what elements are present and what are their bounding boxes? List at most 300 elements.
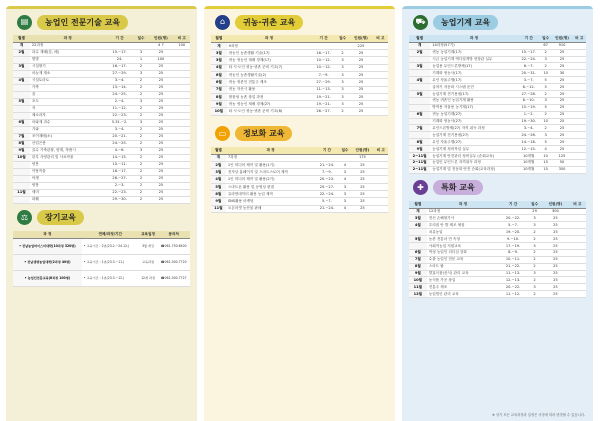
table-cell	[373, 205, 388, 212]
table-cell: 산업곤충	[30, 140, 106, 147]
table-cell: 14.~15.	[105, 154, 133, 161]
table-cell: 22.~24.	[518, 56, 540, 63]
column-header: 비 고	[572, 35, 586, 42]
column-header: 인원(명)	[542, 201, 569, 208]
table-cell: 25	[351, 205, 373, 212]
table-cell: 귀농 농업기계(27)	[430, 111, 518, 118]
table-cell	[572, 56, 586, 63]
table-cell: 16.~17.	[311, 50, 336, 57]
table-cell: 4.~6.	[105, 147, 133, 154]
table-cell	[174, 168, 190, 175]
table-cell: 12과정	[427, 208, 499, 215]
table-cell: 25	[542, 270, 569, 277]
table-cell: 20.~31.	[518, 70, 540, 77]
table-cell: 25	[148, 77, 173, 84]
column-header: 기 간	[315, 147, 338, 154]
table-cell: 3월	[211, 50, 227, 57]
table-cell: 5	[540, 77, 552, 84]
table-cell: 8월	[13, 140, 30, 147]
table-cell: 25	[542, 249, 569, 256]
table-cell: 25	[148, 182, 173, 189]
table-row	[211, 176, 388, 183]
table-cell: 7과정	[226, 154, 315, 161]
table-cell	[174, 56, 190, 63]
table-cell	[572, 49, 586, 56]
table-cell: 25.~27.	[315, 183, 338, 190]
table-cell	[569, 229, 586, 236]
table-cell: 25	[552, 77, 573, 84]
table-row	[409, 132, 586, 139]
column-header: 인원(명)	[148, 35, 173, 42]
table-row	[13, 154, 190, 161]
table-cell	[409, 132, 430, 139]
table-cell: 2	[134, 161, 148, 168]
table-cell: 22.~23.	[105, 112, 133, 119]
table-cell: 27.~29.	[105, 70, 133, 77]
table-row	[409, 166, 586, 173]
table-cell: 마늘재 재소	[30, 70, 106, 77]
table-cell: 21.~24.	[315, 205, 338, 212]
table-cell: 25	[552, 118, 573, 125]
table-cell: 15	[540, 159, 552, 166]
table-cell: 11.~12.	[105, 105, 133, 112]
table-cell: 2~11월	[409, 159, 430, 166]
table-row	[211, 57, 388, 64]
table-cell: 25	[552, 97, 573, 104]
laptop-icon: ▭	[215, 126, 230, 141]
table-cell: 계	[211, 42, 227, 49]
table-cell: 10월	[211, 108, 227, 115]
table-row	[13, 56, 190, 63]
table-cell: 25	[552, 49, 573, 56]
table-row	[13, 189, 190, 196]
table-cell: 4	[540, 146, 552, 153]
table-cell: 25	[552, 63, 573, 70]
table-cell: 19.~21.	[311, 101, 336, 108]
table-cell: 26.~27.	[105, 175, 133, 182]
table-cell	[409, 242, 427, 249]
table-cell	[373, 86, 388, 93]
table-row	[13, 112, 190, 119]
table-cell: 사회적농업 지원교육	[427, 242, 499, 249]
table-cell	[569, 215, 586, 222]
table-row	[211, 42, 388, 49]
table-cell	[174, 77, 190, 84]
table-cell: 4	[339, 176, 352, 183]
table-cell: 10	[540, 153, 552, 160]
table-cell	[373, 169, 388, 176]
table-cell	[569, 208, 586, 215]
table-cell: 29.~30.	[105, 196, 133, 203]
table-cell: 4 7	[148, 42, 173, 49]
table-cell: 2	[540, 111, 552, 118]
special-table	[409, 201, 586, 298]
table-cell: 농업기계 정비작업 실무	[430, 146, 518, 153]
column-header: 비 고	[373, 147, 388, 154]
table-cell: 25	[148, 112, 173, 119]
table-cell: 11.~13.	[499, 270, 527, 277]
table-cell: 3	[540, 56, 552, 63]
section-header	[215, 14, 388, 30]
table-row	[13, 147, 190, 154]
table-cell: 전신 손해평가사	[427, 215, 499, 222]
table-cell: 조이재배(소)	[30, 133, 106, 140]
table-cell: 5.31.~2.	[105, 119, 133, 126]
table-cell: 4	[339, 161, 352, 168]
table-cell: 25	[542, 291, 569, 298]
table-cell: 양봉	[30, 182, 106, 189]
column-left	[6, 6, 197, 421]
table-cell: 3	[527, 242, 542, 249]
table-cell: 시설딸기	[30, 63, 106, 70]
column-header: 인원(명)	[349, 35, 372, 42]
table-cell: 채소과자	[30, 112, 106, 119]
table-cell	[373, 42, 388, 49]
table-cell: 8월	[211, 93, 227, 100]
column-header: 월별	[211, 147, 226, 154]
table-cell	[174, 154, 190, 161]
table-cell	[174, 196, 190, 203]
table-cell	[13, 175, 30, 182]
table-cell: 수출 농업인 전문 교육	[427, 256, 499, 263]
table-cell	[13, 196, 30, 203]
table-cell: 25	[542, 215, 569, 222]
table-cell: 발효식품(음식) 관리 교육	[427, 270, 499, 277]
table-cell: 유라면데이터 활용 농업 제작	[226, 191, 315, 198]
table-cell	[373, 79, 388, 86]
table-cell: 딸품형 농촌 창업 과정	[227, 93, 312, 100]
table-row	[409, 270, 586, 277]
table-cell: 2.~4.	[105, 98, 133, 105]
table-row	[409, 91, 586, 98]
table-row	[13, 119, 190, 126]
table-cell: 11.~12.	[499, 291, 527, 298]
table-row	[409, 146, 586, 153]
table-cell: 13.~14.	[105, 84, 133, 91]
table-cell: 2	[134, 77, 148, 84]
table-cell: 15.~17.	[518, 49, 540, 56]
table-cell: 25	[148, 189, 173, 196]
table-cell	[174, 133, 190, 140]
table-cell: 2	[527, 263, 542, 270]
table-row	[13, 238, 190, 254]
table-cell: 10월	[13, 154, 30, 161]
table-cell	[373, 50, 388, 57]
table-cell: 2	[134, 63, 148, 70]
table-cell: 굴착기 자동화 시스템 운전	[430, 84, 518, 91]
table-cell: 포도	[30, 98, 106, 105]
table-row	[409, 229, 586, 236]
table-row	[211, 64, 388, 71]
table-cell: ☎061-750-6400	[157, 238, 190, 254]
table-cell: 10개월	[518, 159, 540, 166]
table-cell: 화훼	[30, 196, 106, 203]
table-cell	[174, 189, 190, 196]
table-cell: 귀농인 농촌생활기술(2)	[227, 71, 312, 78]
table-cell	[499, 208, 527, 215]
agri-skills-table	[13, 35, 190, 204]
table-cell: 마와재 과수	[30, 119, 106, 126]
column-header: 비 고	[174, 35, 190, 42]
column-header: 과 정	[13, 231, 82, 238]
table-cell: 3	[527, 270, 542, 277]
table-cell: 25	[552, 111, 573, 118]
table-cell: 8월	[211, 191, 226, 198]
table-cell	[572, 125, 586, 132]
table-cell: 910	[552, 42, 573, 49]
table-cell: 3월	[13, 63, 30, 70]
table-row	[13, 254, 190, 270]
table-cell: 25	[552, 56, 573, 63]
table-cell: 2	[540, 91, 552, 98]
table-cell: 19.~30.	[518, 118, 540, 125]
table-cell: 27.~29.	[311, 79, 336, 86]
table-cell: 25	[542, 229, 569, 236]
table-cell	[569, 242, 586, 249]
table-cell	[13, 182, 30, 189]
scale-icon: ⚖	[17, 210, 32, 225]
table-cell: 25	[542, 284, 569, 291]
table-cell: 8월	[409, 139, 430, 146]
table-cell: 2	[134, 196, 148, 203]
table-cell: 귀농 농업기계(17)	[430, 49, 518, 56]
table-cell: 125	[552, 153, 573, 160]
table-cell	[572, 77, 586, 84]
section-long-term	[13, 210, 190, 287]
table-cell: 25	[542, 277, 569, 284]
table-cell: 25	[148, 91, 173, 98]
table-row	[13, 196, 190, 203]
table-cell: 자	[30, 105, 106, 112]
table-cell	[373, 198, 388, 205]
table-cell: 25	[542, 263, 569, 270]
table-cell: 25	[542, 222, 569, 229]
table-row	[13, 42, 190, 49]
table-cell: 25	[148, 161, 173, 168]
section-header	[17, 210, 190, 226]
column-header: 비 고	[373, 35, 388, 42]
table-cell: 17.~19.	[499, 242, 527, 249]
table-row	[13, 77, 190, 84]
table-cell: 25	[148, 105, 173, 112]
table-cell: 5.~7.	[499, 222, 527, 229]
top-stripe	[402, 6, 593, 9]
table-cell: 2	[134, 126, 148, 133]
table-cell: 25	[148, 49, 173, 56]
table-cell: 2	[134, 140, 148, 147]
table-cell: 시설토마토	[30, 77, 106, 84]
table-cell: 3월	[409, 215, 427, 222]
table-cell: 25	[148, 98, 173, 105]
table-cell	[572, 97, 586, 104]
table-row	[211, 86, 388, 93]
table-cell: 6월	[409, 249, 427, 256]
table-cell	[373, 64, 388, 71]
table-cell: 25	[552, 146, 573, 153]
table-cell: 계	[409, 42, 430, 49]
table-cell: 25	[552, 139, 573, 146]
table-cell	[572, 70, 586, 77]
table-cell: 12.~15.	[518, 146, 540, 153]
table-cell	[13, 161, 30, 168]
table-cell: 25	[542, 236, 569, 243]
table-cell: 25	[349, 108, 372, 115]
table-row	[409, 63, 586, 70]
table-row	[409, 118, 586, 125]
column-header: 인원(명)	[552, 35, 573, 42]
table-cell	[13, 105, 30, 112]
table-cell: 1	[134, 56, 148, 63]
table-cell: 골수 가축관찰, 양계, 착즙시	[30, 147, 106, 154]
table-cell	[174, 91, 190, 98]
table-cell	[572, 91, 586, 98]
table-row	[409, 236, 586, 243]
section-machinery	[409, 14, 586, 174]
table-cell: 5.~7.	[315, 198, 338, 205]
table-cell: 25	[148, 154, 173, 161]
section-title: 장기교육	[37, 210, 84, 225]
table-cell: 4월	[211, 64, 227, 71]
table-cell: 7월	[13, 133, 30, 140]
long-term-table	[13, 231, 190, 287]
table-cell: 2	[134, 84, 148, 91]
table-row	[13, 133, 190, 140]
table-cell: 2	[527, 236, 542, 243]
table-cell: 14과정(57기)	[430, 42, 518, 49]
table-cell: 3	[134, 49, 148, 56]
table-cell: 전통주 제조	[427, 284, 499, 291]
table-cell: 25	[552, 125, 573, 132]
table-cell: 27.~28.	[518, 91, 540, 98]
table-cell	[572, 118, 586, 125]
table-row	[13, 105, 190, 112]
section-header	[413, 14, 586, 30]
table-cell: 9월	[13, 147, 30, 154]
table-cell: 22.~24.	[315, 191, 338, 198]
table-cell: 20.~22.	[499, 284, 527, 291]
table-row	[13, 98, 190, 105]
table-cell: 2	[527, 229, 542, 236]
table-cell: 기계화 영농사(27)	[430, 118, 518, 125]
table-cell: 스마트 팜	[427, 263, 499, 270]
table-cell	[572, 111, 586, 118]
table-cell: 16.~17.	[105, 168, 133, 175]
column-header: 월별	[409, 35, 430, 42]
table-row	[409, 291, 586, 298]
table-cell: 25	[351, 169, 373, 176]
table-cell: 3	[527, 284, 542, 291]
column-header: 일수	[540, 35, 552, 42]
table-cell: 8.~10.	[518, 97, 540, 104]
table-cell: 2	[134, 189, 148, 196]
table-cell	[174, 70, 190, 77]
column-header: 과 정	[226, 147, 315, 154]
table-cell	[572, 166, 586, 173]
table-cell: 3	[339, 169, 352, 176]
column-header: 월별	[13, 35, 30, 42]
table-cell: 2월	[13, 49, 30, 56]
table-cell	[572, 63, 586, 70]
table-row	[409, 249, 586, 256]
table-cell: 15.~19.	[518, 104, 540, 111]
table-cell	[339, 154, 352, 161]
table-cell: 농업기계 전기용접(27)	[430, 132, 518, 139]
table-cell: 8.~9.	[499, 249, 527, 256]
table-cell: 14.~18.	[518, 139, 540, 146]
table-cell: 22.~23.	[105, 189, 133, 196]
table-cell: 3	[134, 119, 148, 126]
table-cell: 11월	[13, 189, 30, 196]
table-cell: 4월	[13, 77, 30, 84]
return-farm-table	[211, 35, 388, 116]
table-cell: 2	[527, 277, 542, 284]
house-icon: ⌂	[215, 15, 230, 30]
table-cell	[572, 153, 586, 160]
table-row	[211, 71, 388, 78]
table-cell: 25	[349, 50, 372, 57]
table-cell: 6월	[13, 119, 30, 126]
table-cell: 6.~7.	[518, 63, 540, 70]
table-row	[13, 161, 190, 168]
table-row	[409, 139, 586, 146]
table-row	[409, 263, 586, 270]
table-cell: 2	[134, 105, 148, 112]
table-cell	[409, 70, 430, 77]
table-cell: 24.~25.	[105, 140, 133, 147]
top-stripe	[6, 6, 197, 9]
table-cell: 5월	[409, 91, 430, 98]
table-row	[211, 154, 388, 161]
machinery-table	[409, 35, 586, 174]
table-cell: 6월	[409, 111, 430, 118]
table-cell: 야생	[30, 175, 106, 182]
table-cell	[373, 176, 388, 183]
table-row	[211, 93, 388, 100]
table-row	[409, 208, 586, 215]
table-cell: 25	[148, 175, 173, 182]
table-cell: 밤발	[30, 56, 106, 63]
table-cell	[569, 222, 586, 229]
column-header: 문의처	[157, 231, 190, 238]
table-cell: 25	[349, 79, 372, 86]
table-cell	[409, 56, 430, 63]
table-cell: 16.~17.	[105, 63, 133, 70]
table-cell: 10	[540, 118, 552, 125]
table-cell	[572, 132, 586, 139]
table-cell: 3.~7.	[518, 77, 540, 84]
table-row	[13, 168, 190, 175]
table-cell: 3월	[211, 57, 227, 64]
table-cell: 2	[540, 49, 552, 56]
table-cell: 6월	[211, 71, 227, 78]
table-cell	[409, 229, 427, 236]
table-cell	[13, 112, 30, 119]
table-cell	[572, 146, 586, 153]
table-cell	[13, 70, 30, 77]
footer-note: ※ 상기 모든 교육과정과 일정은 사정에 따라 변경될 수 있습니다.	[492, 413, 585, 417]
table-cell	[174, 63, 190, 70]
table-cell: 가축	[30, 84, 106, 91]
table-cell: 약용작물	[30, 168, 106, 175]
table-cell: 농업법인 관리 교육	[427, 291, 499, 298]
table-row	[13, 182, 190, 189]
table-cell: 3	[336, 86, 349, 93]
table-cell: 4	[339, 205, 352, 212]
column-header: 일수	[527, 201, 542, 208]
table-cell: 11.~13.	[311, 86, 336, 93]
column-header: 기 간	[499, 201, 527, 208]
section-title: 정보화 교육	[235, 126, 292, 141]
